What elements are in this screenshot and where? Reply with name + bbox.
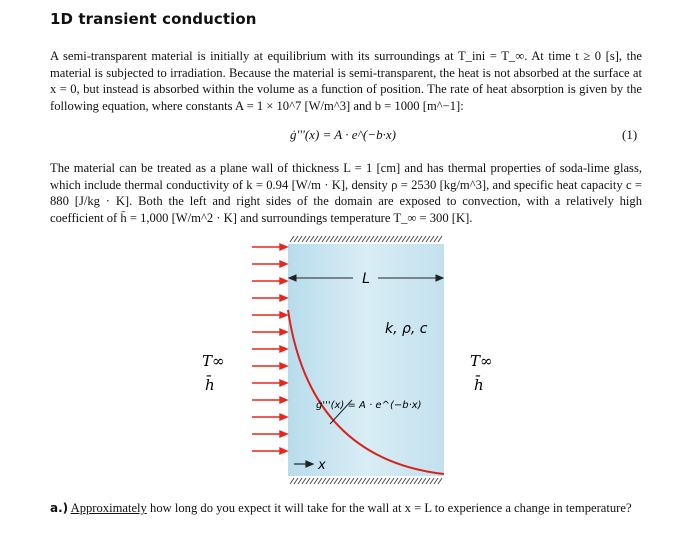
properties-paragraph [50, 160, 642, 226]
bottom-hatching [290, 478, 442, 484]
left-h-label: h̄ [205, 376, 215, 394]
intro-paragraph [50, 48, 642, 114]
top-hatching [290, 236, 442, 242]
right-h-label: h̄ [474, 376, 484, 394]
properties-text: The material can be treated as a plane wall of thickness L = 1 [cm] and has thermal properties of soda-lime glass, which include thermal conductivity of k = 0.94 [W/m · K], density ρ = 2530 [kg/m^3], and specific heat capacity c = 880 [J/kg · K]. Both the left and right sides of the domain are exposed to convection, with a relatively high coefficient of h̄ = 1,000 [W/m^2 · K] and surroundings temperature T_∞ = 300 [K]. [50, 161, 642, 225]
thickness-label: L [362, 271, 370, 287]
equation-number: (1) [622, 127, 638, 142]
source-label: ġ'''(x) = A · e^(−b·x) [316, 400, 422, 411]
right-temperature-label: T∞ [470, 352, 493, 370]
irradiation-arrows [252, 244, 287, 454]
plane-wall-figure [190, 232, 510, 497]
intro-text: A semi-transparent material is initially at equilibrium with its surroundings at T_ini = T_∞. At time t ≥ 0 [s], the material is subjected to irradiation. Because the material is semi-transparent, the heat is not absorbed at the surface at x = 0, but instead is absorbed within the volume as a function of position. The rate of heat absorption is given by the following equation, where constants A = 1 × 10^7 [W/m^3] and b = 1000 [m^−1]: [50, 49, 642, 113]
question-a [50, 500, 642, 517]
left-temperature-label: T∞ [202, 352, 225, 370]
question-label: a.) [50, 501, 69, 515]
properties-label: k, ρ, c [385, 321, 428, 337]
question-lead: Approximately [70, 501, 147, 515]
question-text: how long do you expect it will take for the wall at x = L to experience a change in temperature? [150, 501, 632, 515]
heat-generation-equation: ġ'''(x) = A · e^(−b·x) [290, 127, 396, 142]
section-title: 1D transient conduction [50, 10, 257, 28]
x-axis-label: x [318, 458, 326, 473]
